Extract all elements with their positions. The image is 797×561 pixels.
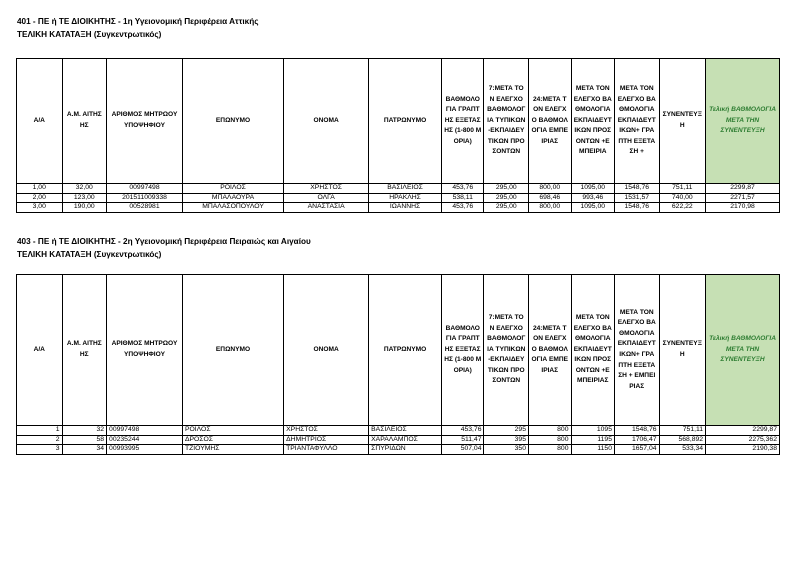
section-2-title: 403 - ΠΕ ή ΤΕ ΔΙΟΙΚΗΤΗΣ - 2η Υγειονομική Περιφέρεια Πειραιώς και Αιγαίου [17,237,311,246]
table-cell: 993,46 [571,193,615,203]
table-cell: 2170,98 [706,203,780,213]
table-cell: 395 [484,435,529,445]
header-row [17,59,780,184]
table-cell: ΑΝΑΣΤΑΣΙΑ [284,203,369,213]
table-cell: 00993995 [107,445,183,455]
table-cell: 1150 [571,445,615,455]
table-cell: 00235244 [107,435,183,445]
table-cell: 1095,00 [571,184,615,194]
header-cell: ΣΥΝΕΝΤΕΥΞΗ [659,275,706,426]
header-cell: 7:ΜΕΤΑ ΤΟΝ ΕΛΕΓΧΟ ΒΑΘΜΟΛΟΓΙΑ ΤΥΠΙΚΩΝ-ΕΚΠΑΙΔΕΥΤΙΚΩΝ ΠΡΟΣΟΝΤΩΝ [484,275,529,426]
table-cell: 568,892 [659,435,706,445]
header-cell: ΠΑΤΡΩΝΥΜΟ [369,275,442,426]
header-row [17,275,780,426]
table-cell: 2299,87 [706,184,780,194]
table-cell: 2190,38 [706,445,780,455]
table-cell: 453,76 [441,184,484,194]
table-cell: 800 [529,435,572,445]
table-cell: 751,11 [659,426,706,436]
table-cell: 1548,76 [615,426,660,436]
table-cell: 800,00 [529,184,572,194]
header-cell: Α/Α [17,59,63,184]
table-cell: ΤΖΙΟΥΜΗΣ [182,445,283,455]
header-cell: ΜΕΤΑ ΤΟΝ ΕΛΕΓΧΟ ΒΑΘΜΟΛΟΓΙΑ ΕΚΠΑΙΔΕΥΤΙΚΩΝ ΠΡΟΣΟΝΤΩΝ +ΕΜΠΕΙΡΙΑΣ [571,275,615,426]
table-cell: 295 [484,426,529,436]
header-cell-final-score: Τελική ΒΑΘΜΟΛΟΓΙΑ ΜΕΤΑ ΤΗΝ ΣΥΝΕΝΤΕΥΞΗ [706,59,780,184]
header-cell: ΠΑΤΡΩΝΥΜΟ [369,59,442,184]
header-cell: ΜΕΤΑ ΤΟΝ ΕΛΕΓΧΟ ΒΑΘΜΟΛΟΓΙΑ ΕΚΠΑΙΔΕΥΤΙΚΩΝ+ ΓΡΑΠΤΗ ΕΞΕΤΑΣΗ + ΕΜΠΕΙΡΙΑΣ [615,275,660,426]
table-cell: 1095 [571,426,615,436]
table-cell: ΧΡΗΣΤΟΣ [284,426,369,436]
table-cell: ΜΠΑΛΑΣΟΠΟΥΛΟΥ [182,203,283,213]
table-cell: 751,11 [659,184,706,194]
table-cell: 1548,76 [615,184,660,194]
table-cell: 800 [529,445,572,455]
table-cell: ΒΑΣΙΛΕΙΟΣ [369,426,442,436]
table-cell: 1657,04 [615,445,660,455]
section-2-subtitle: ΤΕΛΙΚΗ ΚΑΤΑΤΑΞΗ (Συγκεντρωτικός) [17,250,162,259]
header-cell: ΟΝΟΜΑ [284,59,369,184]
table-cell: ΒΑΣΙΛΕΙΟΣ [369,184,442,194]
table-cell: 201511009338 [107,193,183,203]
table-cell: 1,00 [17,184,63,194]
table-cell: 34 [62,445,107,455]
table-cell: 698,46 [529,193,572,203]
table-cell: ΜΠΑΛΑΟΥΡΑ [182,193,283,203]
table-cell: 2,00 [17,193,63,203]
header-cell: 24:ΜΕΤΑ ΤΟΝ ΕΛΕΓΧΟ ΒΑΘΜΟΛΟΓΙΑ ΕΜΠΕΙΡΙΑΣ [529,59,572,184]
header-cell: ΕΠΩΝΥΜΟ [182,275,283,426]
table-cell: 622,22 [659,203,706,213]
table-cell: 32 [62,426,107,436]
table-cell: ΧΡΗΣΤΟΣ [284,184,369,194]
table-row [17,435,780,445]
header-cell: ΒΑΘΜΟΛΟΓΙΑ ΓΡΑΠΤΗΣ ΕΞΕΤΑΣΗΣ (1-800 ΜΟΡΙΑ) [441,275,484,426]
section-1-subtitle: ΤΕΛΙΚΗ ΚΑΤΑΤΑΞΗ (Συγκεντρωτικός) [17,30,162,39]
table-cell: ΡΟΙΛΟΣ [182,184,283,194]
section-2-table [16,274,780,455]
table-cell: 1 [17,426,63,436]
table-cell: 3,00 [17,203,63,213]
table-cell: ΔΗΜΗΤΡΙΟΣ [284,435,369,445]
table-cell: 3 [17,445,63,455]
table-cell: ΤΡΙΑΝΤΑΦΥΛΛΟ [284,445,369,455]
table-row [17,184,780,194]
table-cell: 1095,00 [571,203,615,213]
header-cell: ΣΥΝΕΝΤΕΥΞΗ [659,59,706,184]
table-cell: 123,00 [62,193,107,203]
table-row [17,203,780,213]
table-cell: 2275,362 [706,435,780,445]
table-cell: 295,00 [484,184,529,194]
table-cell: 453,76 [441,203,484,213]
table-cell: 190,00 [62,203,107,213]
header-cell: ΑΡΙΘΜΟΣ ΜΗΤΡΩΟΥ ΥΠΟΨΗΦΙΟΥ [107,59,183,184]
table-cell: 1195 [571,435,615,445]
table-cell: 800,00 [529,203,572,213]
table-cell: 2 [17,435,63,445]
header-cell: ΜΕΤΑ ΤΟΝ ΕΛΕΓΧΟ ΒΑΘΜΟΛΟΓΙΑ ΕΚΠΑΙΔΕΥΤΙΚΩΝ ΠΡΟΣΟΝΤΩΝ +ΕΜΠΕΙΡΙΑ [571,59,615,184]
header-cell: ΕΠΩΝΥΜΟ [182,59,283,184]
table-cell: ΡΟΙΛΟΣ [182,426,283,436]
table-cell: 511,47 [441,435,484,445]
table-cell: ΟΛΓΑ [284,193,369,203]
table-cell: 2299,87 [706,426,780,436]
table-cell: ΔΡΟΣΟΣ [182,435,283,445]
table-row [17,445,780,455]
table-cell: ΧΑΡΑΛΑΜΠΟΣ [369,435,442,445]
table-cell: 295,00 [484,203,529,213]
table-cell: 58 [62,435,107,445]
table-row [17,193,780,203]
table-cell: 740,00 [659,193,706,203]
table-cell: 2271,57 [706,193,780,203]
table-cell: 295,00 [484,193,529,203]
table-cell: ΙΩΑΝΝΗΣ [369,203,442,213]
header-cell: Α.Μ. ΑΙΤΗΣΗΣ [62,275,107,426]
header-cell: Α/Α [17,275,63,426]
table-cell: 1531,57 [615,193,660,203]
table-cell: 1548,76 [615,203,660,213]
table-cell: 507,04 [441,445,484,455]
table-cell: 538,11 [441,193,484,203]
header-cell: ΟΝΟΜΑ [284,275,369,426]
section-1-table [16,58,780,213]
section-1-title: 401 - ΠΕ ή ΤΕ ΔΙΟΙΚΗΤΗΣ - 1η Υγειονομική Περιφέρεια Αττικής [17,17,259,26]
header-cell: ΑΡΙΘΜΟΣ ΜΗΤΡΩΟΥ ΥΠΟΨΗΦΙΟΥ [107,275,183,426]
table-cell: 533,34 [659,445,706,455]
header-cell: ΒΑΘΜΟΛΟΓΙΑ ΓΡΑΠΤΗΣ ΕΞΕΤΑΣΗΣ (1-800 ΜΟΡΙΑ) [441,59,484,184]
header-cell: 24:ΜΕΤΑ ΤΟΝ ΕΛΕΓΧΟ ΒΑΘΜΟΛΟΓΙΑ ΕΜΠΕΙΡΙΑΣ [529,275,572,426]
header-cell-final-score: Τελική ΒΑΘΜΟΛΟΓΙΑ ΜΕΤΑ ΤΗΝ ΣΥΝΕΝΤΕΥΞΗ [706,275,780,426]
table-cell: ΗΡΑΚΛΗΣ [369,193,442,203]
table-cell: ΣΠΥΡΙΔΩΝ [369,445,442,455]
table-cell: 1706,47 [615,435,660,445]
table-cell: 800 [529,426,572,436]
table-cell: 00528981 [107,203,183,213]
table-cell: 00997498 [107,426,183,436]
table-row [17,426,780,436]
table-cell: 32,00 [62,184,107,194]
table-cell: 453,76 [441,426,484,436]
header-cell: 7:ΜΕΤΑ ΤΟΝ ΕΛΕΓΧΟ ΒΑΘΜΟΛΟΓΙΑ ΤΥΠΙΚΩΝ-ΕΚΠΑΙΔΕΥΤΙΚΩΝ ΠΡΟΣΟΝΤΩΝ [484,59,529,184]
table-cell: 350 [484,445,529,455]
table-cell: 00997498 [107,184,183,194]
header-cell: ΜΕΤΑ ΤΟΝ ΕΛΕΓΧΟ ΒΑΘΜΟΛΟΓΙΑ ΕΚΠΑΙΔΕΥΤΙΚΩΝ+ ΓΡΑΠΤΗ ΕΞΕΤΑΣΗ + [615,59,660,184]
header-cell: Α.Μ. ΑΙΤΗΣΗΣ [62,59,107,184]
